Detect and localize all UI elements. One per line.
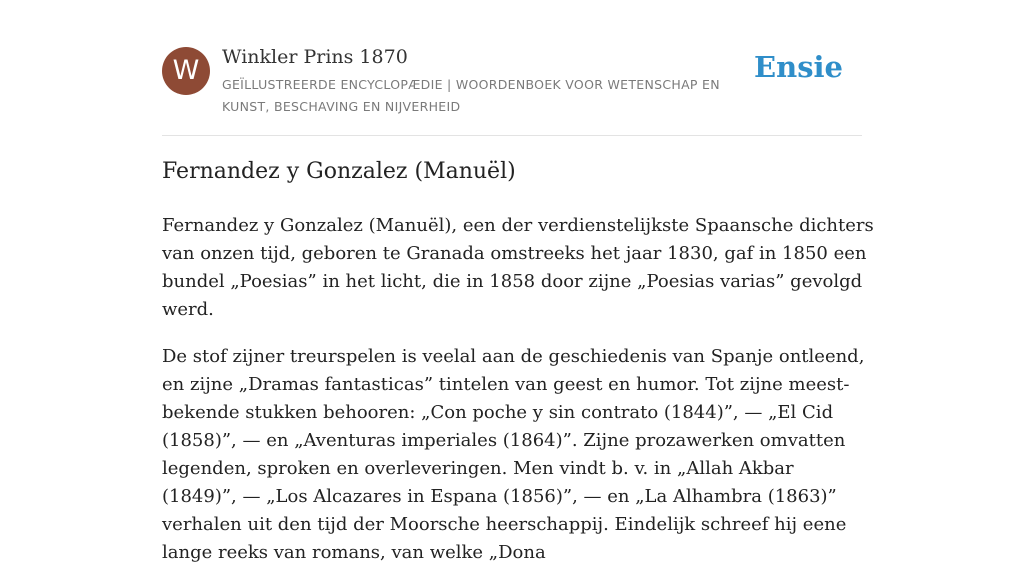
source-subtitle: GEÏLLUSTREERDE ENCYCLOPÆDIE | WOORDENBOEK VOOR WETENSCHAP EN KUNST, BESCHAVING EN NIJVERHEID bbox=[222, 77, 720, 114]
article-title: Fernandez y Gonzalez (Manuël) bbox=[162, 159, 516, 184]
article-paragraph: De stof zijner treurspelen is veelal aan de geschiedenis van Spanje ontleend, en zijne „Dramas fantasticas” tintelen van geest en humor. Tot zijne meest-bekende stukken behooren: „Con poche y sin contrato (1844)”, — „El Cid (1858)”, — en „Aventuras imperiales (1864)”. Zijne prozawerken omvatten legenden, sproken en overleveringen. Men vindt b. v. in „Allah Akbar (1849)”, — „Los Alcazares in Espana (1856)”, — en „La Alhambra (1863)” verhalen uit den tijd der Moorsche heerschappij. Eindelijk schreef hij eene lange reeks van romans, van welke „Dona bbox=[162, 346, 865, 563]
header-divider bbox=[162, 135, 862, 136]
source-header bbox=[162, 46, 862, 136]
article-body bbox=[162, 212, 874, 586]
ensie-logo-link[interactable]: Ensie bbox=[754, 50, 843, 84]
source-title[interactable]: Winkler Prins 1870 bbox=[222, 46, 408, 68]
article-paragraph: Fernandez y Gonzalez (Manuël), een der verdienstelijkste Spaansche dichters van onzen tijd, geboren te Granada omstreeks het jaar 1830, gaf in 1850 een bundel „Poesias” in het licht, die in 1858 door zijne „Poesias varias” gevolgd werd. bbox=[162, 215, 874, 320]
avatar[interactable]: W bbox=[162, 47, 210, 95]
